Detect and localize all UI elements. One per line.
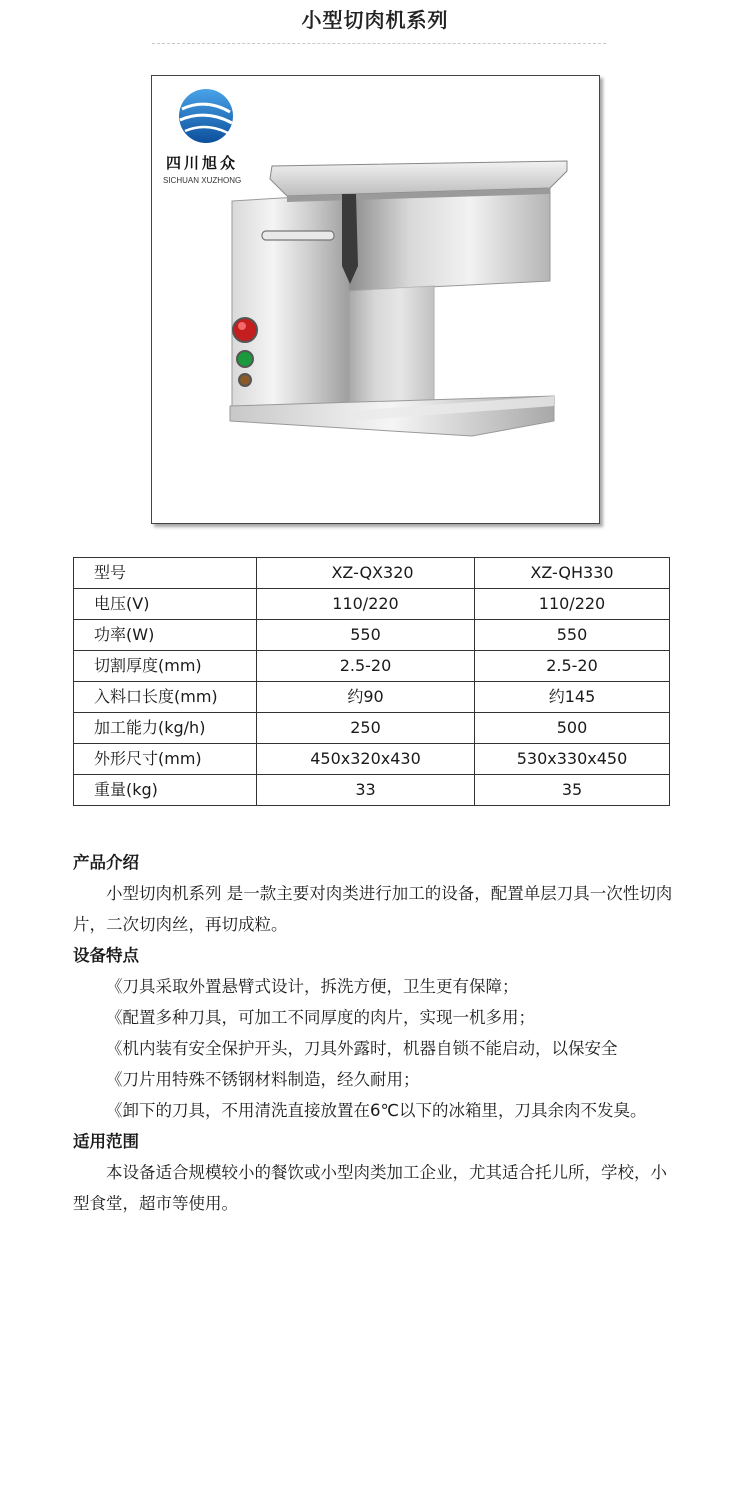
spec-label: 型号	[74, 558, 257, 589]
spec-row	[74, 713, 670, 744]
spec-value-a: 约90	[257, 682, 475, 713]
spec-row	[74, 589, 670, 620]
spec-value-b: 35	[475, 775, 670, 806]
usage-text: 本设备适合规模较小的餐饮或小型肉类加工企业，尤其适合托儿所，学校，小型食堂，超市等使用。	[73, 1163, 667, 1213]
spec-value-b: 500	[475, 713, 670, 744]
spec-row	[74, 682, 670, 713]
product-photo	[151, 75, 600, 524]
spec-value-a: 2.5-20	[257, 651, 475, 682]
spec-row	[74, 744, 670, 775]
spec-row	[74, 620, 670, 651]
spec-table	[73, 557, 670, 806]
title-divider	[152, 43, 606, 44]
spec-label: 加工能力(kg/h)	[74, 713, 257, 744]
feature-item: 《机内装有安全保护开头，刀具外露时，机器自锁不能启动，以保安全	[106, 1039, 618, 1058]
logo-name-en: SICHUAN XUZHONG	[163, 176, 242, 185]
intro-heading: 产品介绍	[73, 853, 139, 872]
spec-value-b: 约145	[475, 682, 670, 713]
spec-label: 功率(W)	[74, 620, 257, 651]
intro-text: 小型切肉机系列 是一款主要对肉类进行加工的设备，配置单层刀具一次性切肉片，二次切肉丝，再切成粒。	[73, 884, 673, 934]
spec-label: 切割厚度(mm)	[74, 651, 257, 682]
meat-slicer-machine-icon	[230, 161, 567, 436]
spec-value-b: 2.5-20	[475, 651, 670, 682]
spec-value-a: 550	[257, 620, 475, 651]
model-a-name: XZ-QX320	[257, 558, 475, 589]
feature-item: 《刀片用特殊不锈钢材料制造，经久耐用；	[106, 1070, 420, 1089]
spec-value-b: 550	[475, 620, 670, 651]
logo-name-cn: 四川旭众	[166, 154, 239, 172]
features-heading: 设备特点	[73, 946, 139, 965]
spec-value-a: 450x320x430	[257, 744, 475, 775]
usage-heading: 适用范围	[73, 1132, 139, 1151]
spec-value-a: 110/220	[257, 589, 475, 620]
spec-label: 重量(kg)	[74, 775, 257, 806]
product-description	[73, 847, 673, 1219]
spec-header-row	[74, 558, 670, 589]
spec-row	[74, 651, 670, 682]
spec-value-b: 530x330x450	[475, 744, 670, 775]
spec-label: 电压(V)	[74, 589, 257, 620]
spec-value-a: 33	[257, 775, 475, 806]
model-b-name: XZ-QH330	[475, 558, 670, 589]
spec-label: 外形尺寸(mm)	[74, 744, 257, 775]
page-title: 小型切肉机系列	[301, 8, 449, 32]
brand-logo-icon	[179, 89, 233, 143]
feature-item: 《刀具采取外置悬臂式设计，拆洗方便，卫生更有保障；	[106, 977, 519, 996]
feature-item: 《卸下的刀具，不用清洗直接放置在6℃以下的冰箱里，刀具余肉不发臭。	[106, 1101, 647, 1120]
spec-value-a: 250	[257, 713, 475, 744]
spec-label: 入料口长度(mm)	[74, 682, 257, 713]
spec-row	[74, 775, 670, 806]
feature-item: 《配置多种刀具，可加工不同厚度的肉片，实现一机多用；	[106, 1008, 535, 1027]
spec-value-b: 110/220	[475, 589, 670, 620]
